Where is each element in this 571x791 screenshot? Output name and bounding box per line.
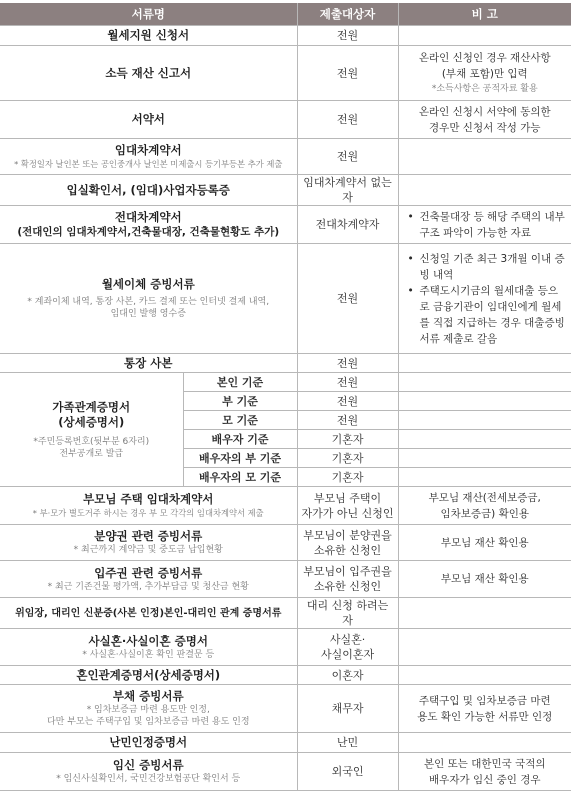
target-cell: 전대차계약자 xyxy=(297,206,398,244)
remark-cell xyxy=(398,46,571,101)
remark-cell xyxy=(398,666,571,685)
family-basis: 배우자 기준 xyxy=(183,430,297,449)
doc-note: * 임차보증금 마련 용도만 인정, xyxy=(86,705,210,715)
remark-cell xyxy=(398,175,571,206)
doc-name: 월세지원 신청서 xyxy=(0,26,297,46)
remark-line: 배우자가 임신 중인 경우 xyxy=(429,773,541,786)
target-cell: 전원 xyxy=(297,411,398,430)
doc-name-cell xyxy=(0,139,297,175)
remark-cell xyxy=(398,354,571,373)
table-row xyxy=(0,733,571,753)
doc-note: *주민등록번호(뒷부분 6자리) xyxy=(33,436,150,447)
target-line: 부모님이 입주권을 xyxy=(303,565,392,578)
header-target: 제출대상자 xyxy=(297,3,398,26)
table-row xyxy=(0,666,571,685)
table-row xyxy=(0,46,571,101)
target-cell xyxy=(297,561,398,598)
table-row xyxy=(0,206,571,244)
doc-name-cell xyxy=(0,685,297,733)
doc-name: 입실확인서, (임대)사업자등록증 xyxy=(0,175,297,206)
target-cell: 전원 xyxy=(297,244,398,354)
doc-name: 입주권 관련 증빙서류 xyxy=(94,565,203,580)
remark-cell xyxy=(398,430,571,449)
remark-cell xyxy=(398,139,571,175)
family-cert-cell xyxy=(0,373,183,487)
target-cell: 기혼자 xyxy=(297,468,398,487)
table-row xyxy=(0,629,571,666)
table-row xyxy=(0,525,571,561)
target-cell xyxy=(297,525,398,561)
remark-cell xyxy=(398,449,571,468)
doc-name: 난민인정증명서 xyxy=(0,733,297,753)
doc-name: 임대차계약서 xyxy=(114,143,182,157)
doc-name: 월세이체 증빙서류 xyxy=(101,277,195,291)
remark-cell: 부모님 재산 확인용 xyxy=(398,561,571,598)
table-row xyxy=(0,561,571,598)
doc-name-detail: (전대인의 임대차계약서,건축물대장, 건축물현황도 추가) xyxy=(17,225,280,238)
doc-note: * 확정일자 날인본 또는 공인중개사 날인본 미제출시 등기부등본 추가 제출 xyxy=(14,159,283,169)
doc-name: 전대차계약서 xyxy=(114,209,182,224)
family-basis: 배우자의 모 기준 xyxy=(183,468,297,487)
table-row xyxy=(0,175,571,206)
remark-cell: 부모님 재산 확인용 xyxy=(398,525,571,561)
doc-name: 분양권 관련 증빙서류 xyxy=(94,529,203,543)
remark-note: *소득사항은 공적자료 활용 xyxy=(431,83,538,94)
doc-note: * 사실혼·사실이혼 확인 판결문 등 xyxy=(82,649,215,660)
remark-line: 본인 또는 대한민국 국적의 xyxy=(423,757,546,770)
target-cell xyxy=(297,629,398,666)
doc-name: 소득 재산 신고서 xyxy=(0,46,297,101)
remark-line: 온라인 신청인 경우 재산사항 xyxy=(418,51,551,64)
doc-note: 임대인 발행 영수증 xyxy=(110,309,186,319)
table-row xyxy=(0,26,571,46)
target-cell: 난민 xyxy=(297,733,398,753)
target-cell: 채무자 xyxy=(297,685,398,733)
doc-note: * 임신사실확인서, 국민건강보험공단 확인서 등 xyxy=(56,774,241,784)
target-cell: 전원 xyxy=(297,46,398,101)
doc-name: 위임장, 대리인 신분증(사본 인정)본인-대리인 관계 증명서류 xyxy=(0,598,297,629)
doc-name-cell xyxy=(0,525,297,561)
remark-cell xyxy=(398,487,571,525)
doc-name: 부채 증빙서류 xyxy=(112,689,184,703)
doc-name-cell xyxy=(0,487,297,525)
doc-name: 임신 증빙서류 xyxy=(112,758,184,772)
target-line: 자가가 아닌 신청인 xyxy=(301,506,394,520)
target-line: 부모님 주택이 xyxy=(313,491,382,505)
family-basis: 본인 기준 xyxy=(183,373,297,392)
remark-cell xyxy=(398,206,571,244)
remark-line: 임차보증금) 확인용 xyxy=(440,507,530,520)
remark-line: 경우만 신청서 작성 가능 xyxy=(429,121,541,134)
table-row xyxy=(0,487,571,525)
doc-name: 사실혼·사실이혼 증명서 xyxy=(88,633,208,648)
target-cell xyxy=(297,487,398,525)
remark-cell xyxy=(398,392,571,411)
remark-cell xyxy=(398,733,571,753)
target-line: 부모님이 분양권을 xyxy=(303,528,392,542)
remark-line: 부모님 재산(전세보증금, xyxy=(428,491,541,504)
doc-name-cell xyxy=(0,561,297,598)
doc-name: 가족관계증명서 xyxy=(52,399,131,414)
family-basis: 부 기준 xyxy=(183,392,297,411)
table-row xyxy=(0,373,571,392)
remark-cell xyxy=(398,26,571,46)
target-line: 사실이혼자 xyxy=(320,648,375,661)
table-row xyxy=(0,598,571,629)
doc-name-cell xyxy=(0,244,297,354)
target-line: 소유한 신청인 xyxy=(313,580,382,593)
target-cell: 전원 xyxy=(297,373,398,392)
target-line: 사실혼· xyxy=(329,633,366,646)
target-cell: 기혼자 xyxy=(297,449,398,468)
table-row xyxy=(0,354,571,373)
family-basis: 배우자의 부 기준 xyxy=(183,449,297,468)
target-cell: 전원 xyxy=(297,354,398,373)
doc-note: * 계좌이체 내역, 통장 사본, 카드 결제 또는 인터넷 결제 내역, xyxy=(27,297,270,307)
target-cell: 전원 xyxy=(297,101,398,139)
document xyxy=(0,3,571,791)
doc-note: 전부공개로 발급 xyxy=(59,448,124,459)
table-row xyxy=(0,139,571,175)
doc-name-detail: (상세증명서) xyxy=(58,414,125,429)
remark-cell xyxy=(398,598,571,629)
doc-name-cell xyxy=(0,629,297,666)
doc-note: 다만 부모는 주택구입 및 임차보증금 마련 용도 인정 xyxy=(46,717,250,727)
remark-line: 주택구입 및 임차보증금 마련 xyxy=(418,694,551,707)
remark-bullet: • 건축물대장 등 해당 주택의 내부구조 파악이 가능한 자료 xyxy=(408,209,567,241)
remark-line: (부채 포함)만 입력 xyxy=(441,67,528,80)
header-remarks: 비 고 xyxy=(398,3,571,26)
target-cell: 임대차계약서 없는 자 xyxy=(297,175,398,206)
doc-name: 혼인관계증명서(상세증명서) xyxy=(0,666,297,685)
target-cell: 이혼자 xyxy=(297,666,398,685)
target-cell: 대리 신청 하려는 자 xyxy=(297,598,398,629)
doc-name: 서약서 xyxy=(0,101,297,139)
family-basis: 모 기준 xyxy=(183,411,297,430)
remark-line: 온라인 신청시 서약에 동의한 xyxy=(418,105,551,118)
remark-cell xyxy=(398,468,571,487)
header-document-name: 서류명 xyxy=(0,3,297,26)
table-row xyxy=(0,685,571,733)
remark-cell xyxy=(398,629,571,666)
remark-cell xyxy=(398,685,571,733)
remark-line: 용도 확인 가능한 서류만 인정 xyxy=(417,710,553,723)
target-cell: 전원 xyxy=(297,392,398,411)
target-line: 소유한 신청인 xyxy=(313,543,382,557)
table-row xyxy=(0,244,571,354)
target-cell: 외국인 xyxy=(297,753,398,791)
doc-name: 통장 사본 xyxy=(0,354,297,373)
target-cell: 전원 xyxy=(297,26,398,46)
remark-cell xyxy=(398,244,571,354)
table-header-row xyxy=(0,3,571,26)
document-table xyxy=(0,3,571,791)
doc-note: * 최근 기존건물 평가액, 추가부담금 및 청산금 현황 xyxy=(47,581,249,592)
target-cell: 전원 xyxy=(297,139,398,175)
target-cell: 기혼자 xyxy=(297,430,398,449)
remark-bullet: • 주택도시기금의 월세대출 등으로 금융기관이 임대인에게 월세를 직접 지급하는 경우 대출증빙서류 제출로 갈음 xyxy=(408,283,567,347)
table-row xyxy=(0,101,571,139)
doc-note: * 최근까지 계약금 및 중도금 납입현황 xyxy=(73,545,223,555)
doc-note: * 부·모가 별도거주 하시는 경우 부 모 각각의 임대차계약서 제출 xyxy=(32,508,264,518)
remark-cell xyxy=(398,101,571,139)
doc-name-cell xyxy=(0,206,297,244)
remark-bullet: • 신청일 기준 최근 3개월 이내 증빙 내역 xyxy=(408,251,567,283)
remark-cell xyxy=(398,411,571,430)
remark-cell xyxy=(398,373,571,392)
doc-name: 부모님 주택 임대차계약서 xyxy=(83,492,214,506)
